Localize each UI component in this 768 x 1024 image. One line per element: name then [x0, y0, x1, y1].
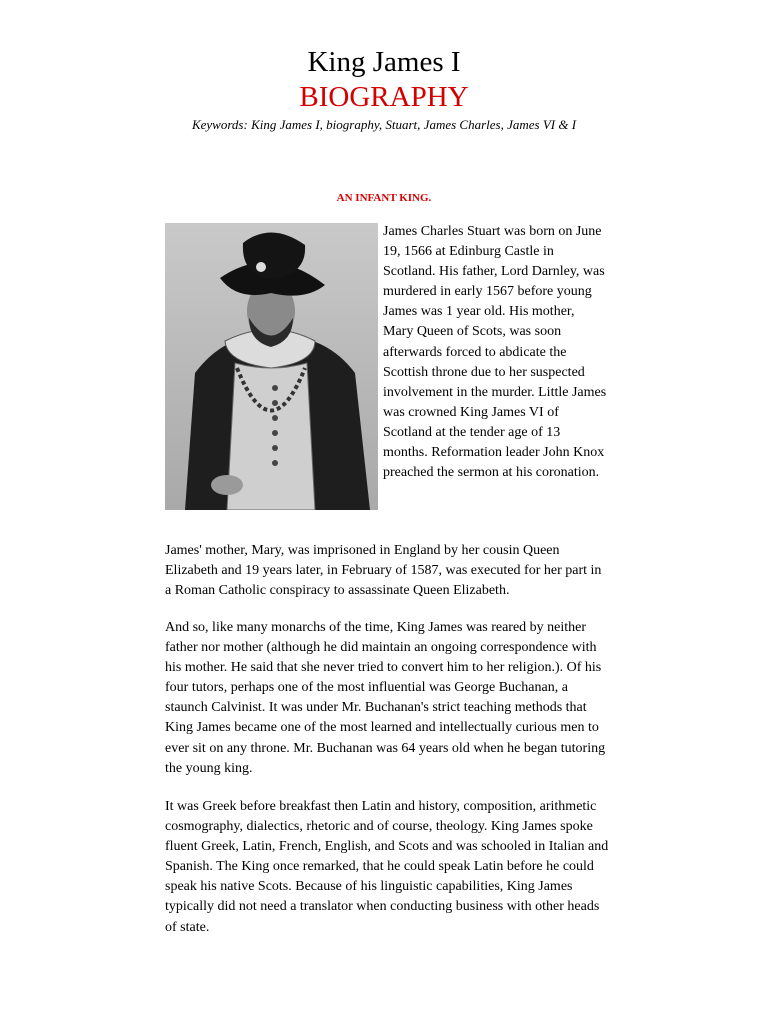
keywords-line: Keywords: King James I, biography, Stuart, James Charles, James VI & I	[191, 117, 577, 132]
body-paragraph-2: And so, like many monarchs of the time, King James was reared by neither father nor mother (although he did maintain an ongoing correspondence with his mother. He said that she never tried to convert him to her religion.). Of his four tutors, perhaps one of the most influential was George Buchanan, a staunch Calvinist. It was under Mr. Buchanan's strict teaching methods that King James became one of the most learned and intellectually curious men to ever sit on any throne. Mr. Buchanan was 64 years old when he began tutoring the young king.	[165, 620, 606, 776]
page-subtitle: BIOGRAPHY	[299, 81, 469, 113]
portrait-image	[165, 223, 378, 510]
body-paragraph-3: It was Greek before breakfast then Latin and history, composition, arithmetic cosmography, dialectics, rhetoric and of course, theology. King James spoke fluent Greek, Latin, French, English, and Scots and was schooled in Italian and Spanish. The King once remarked, that he could speak Latin before he could speak his native Scots. Because of his linguistic capabilities, King James typically did not need a translator when conducting business with other heads of state.	[165, 799, 609, 935]
body-paragraph-1: James' mother, Mary, was imprisoned in England by her cousin Queen Elizabeth and 19 years later, in February of 1587, was executed for her part in a Roman Catholic conspiracy to assassinate Queen Elizabeth.	[165, 543, 602, 599]
intro-paragraph: James Charles Stuart was born on June 19, 1566 at Edinburg Castle in Scotland. His father, Lord Darnley, was murdered in early 1567 before young James was 1 year old. His mother, Mary Queen of Scots, was soon afterwards forced to abdicate the Scottish throne due to her suspected involvement in the murder. Little James was crowned King James VI of Scotland at the tender age of 13 months. Reformation leader John Knox preached the sermon at his coronation.	[383, 224, 607, 481]
document-header	[0, 44, 768, 134]
section-heading: AN INFANT KING.	[336, 192, 432, 204]
page-title: King James I	[307, 46, 461, 78]
